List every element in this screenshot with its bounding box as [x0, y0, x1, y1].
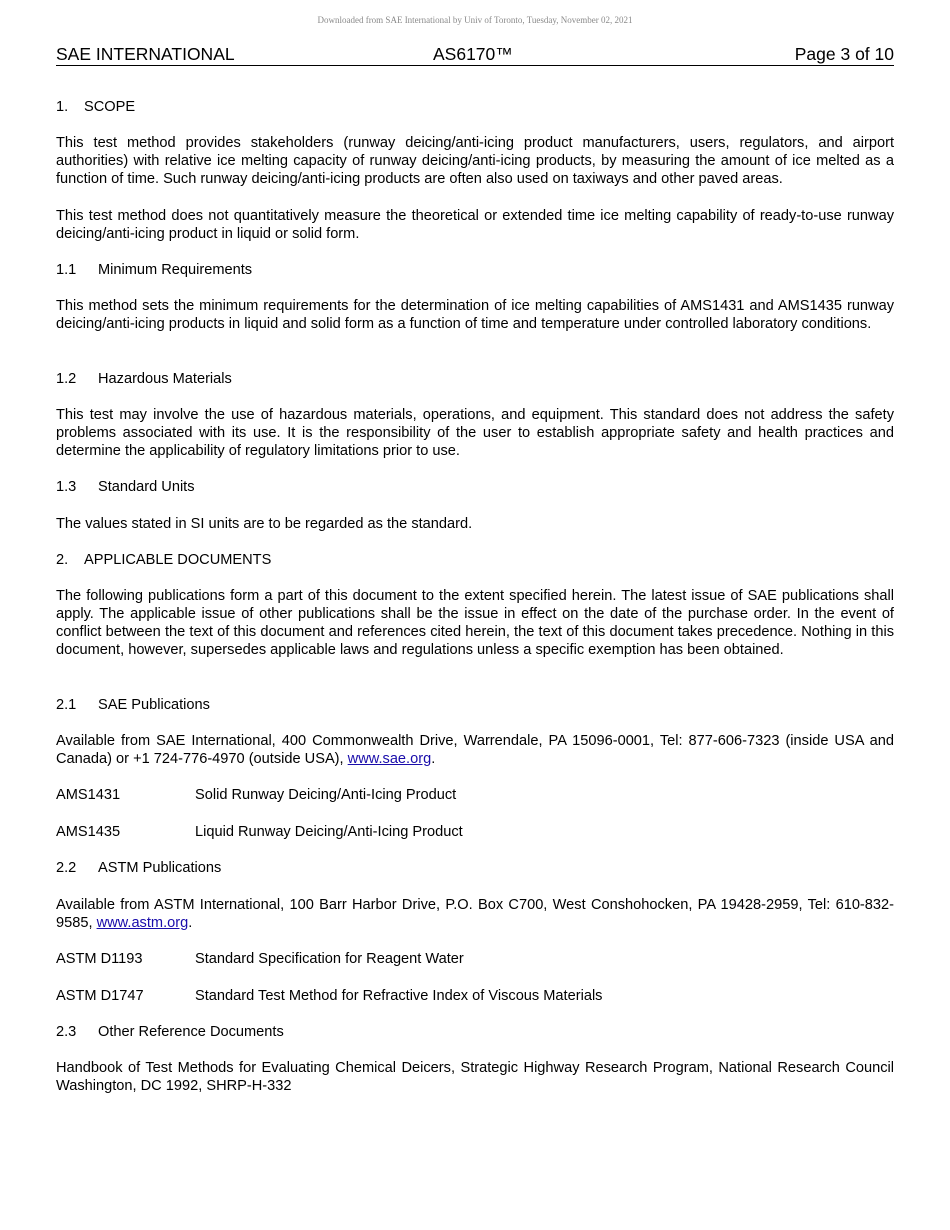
header-page-number: Page 3 of 10	[794, 44, 894, 64]
heading-standard-units	[56, 478, 894, 496]
sae-address-text: Available from SAE International, 400 Commonwealth Drive, Warrendale, PA 15096-0001, Tel: 877-606-7323 (inside USA and Canada) or +1 724-776-4970 (outside USA),	[56, 733, 894, 767]
astm-publications-paragraph	[56, 896, 894, 932]
scope-paragraph-2: This test method does not quantitatively measure the theoretical or extended time ice melting capability of ready-to-use runway deicing/anti-icing product in liquid or solid form.	[56, 208, 894, 242]
astm-website-link[interactable]: www.astm.org	[96, 915, 189, 931]
heading-title: ASTM Publications	[98, 860, 222, 876]
heading-title: APPLICABLE DOCUMENTS	[84, 552, 272, 568]
heading-number: 1.1	[56, 262, 77, 278]
heading-applicable-documents	[56, 551, 894, 569]
heading-minimum-requirements	[56, 261, 894, 279]
reference-code: ASTM D1747	[56, 988, 144, 1004]
minimum-requirements-paragraph: This method sets the minimum requirements for the determination of ice melting capabilities of AMS1431 and AMS1435 runway deicing/anti-icing products in liquid and solid form as a function of time and temperature under controlled laboratory conditions.	[56, 298, 894, 332]
reference-row	[56, 987, 894, 1005]
hazardous-materials-paragraph: This test may involve the use of hazardous materials, operations, and equipment. This standard does not address the safety problems associated with its use. It is the responsibility of the user to establish appropriate safety and health practices and determine the applicability of regulatory limitations prior to use.	[56, 407, 894, 459]
heading-number: 1.	[56, 99, 69, 115]
heading-number: 2.1	[56, 697, 77, 713]
header-doc-number: AS6170™	[433, 44, 513, 64]
standard-units-paragraph: The values stated in SI units are to be regarded as the standard.	[56, 516, 473, 532]
heading-number: 2.2	[56, 860, 77, 876]
heading-sae-publications	[56, 696, 894, 714]
heading-number: 2.3	[56, 1024, 77, 1040]
header-org: SAE INTERNATIONAL	[56, 44, 235, 64]
other-reference-paragraph: Handbook of Test Methods for Evaluating Chemical Deicers, Strategic Highway Research Program, National Research Council Washington, DC 1992, SHRP-H-332	[56, 1060, 894, 1094]
heading-title: SCOPE	[84, 99, 136, 115]
astm-address-text: Available from ASTM International, 100 Barr Harbor Drive, P.O. Box C700, West Conshohocken, PA 19428-2959, Tel: 610-832-9585,	[56, 897, 894, 931]
reference-title: Liquid Runway Deicing/Anti-Icing Product	[195, 824, 463, 840]
heading-other-reference-documents	[56, 1023, 894, 1041]
heading-number: 1.3	[56, 479, 77, 495]
heading-number: 1.2	[56, 371, 77, 387]
reference-row	[56, 786, 894, 804]
scope-paragraph-1: This test method provides stakeholders (runway deicing/anti-icing product manufacturers, users, regulators, and airport authorities) with relative ice melting capacity of runway deicing/anti-icing products, by measuring the amount of ice melted as a function of time. Such runway deicing/anti-icing products are often also used on taxiways and other paved areas.	[56, 135, 894, 187]
heading-number: 2.	[56, 552, 69, 568]
reference-row	[56, 950, 894, 968]
download-watermark: Downloaded from SAE International by Univ of Toronto, Tuesday, November 02, 2021	[317, 15, 633, 25]
reference-code: ASTM D1193	[56, 951, 143, 967]
reference-code: AMS1431	[56, 787, 121, 803]
reference-row	[56, 823, 894, 841]
period: .	[431, 751, 436, 767]
heading-title: Standard Units	[98, 479, 195, 495]
sae-publications-paragraph	[56, 732, 894, 768]
heading-title: Hazardous Materials	[98, 371, 232, 387]
reference-title: Solid Runway Deicing/Anti-Icing Product	[195, 787, 457, 803]
reference-title: Standard Test Method for Refractive Index of Viscous Materials	[195, 988, 603, 1004]
sae-website-link[interactable]: www.sae.org	[347, 751, 432, 767]
heading-title: Other Reference Documents	[98, 1024, 284, 1040]
reference-code: AMS1435	[56, 824, 121, 840]
heading-hazardous-materials	[56, 370, 894, 388]
heading-scope	[56, 98, 894, 116]
period: .	[188, 915, 193, 931]
reference-title: Standard Specification for Reagent Water	[195, 951, 464, 967]
heading-title: Minimum Requirements	[98, 262, 253, 278]
applicable-documents-paragraph: The following publications form a part of this document to the extent specified herein. The latest issue of SAE publications shall apply. The applicable issue of other publications shall be the issue in effect on the date of the purchase order. In the event of conflict between the text of this document and references cited herein, the text of this document takes precedence. Nothing in this document, however, supersedes applicable laws and regulations unless a specific exemption has been obtained.	[56, 588, 894, 658]
heading-title: SAE Publications	[98, 697, 210, 713]
page-header	[56, 43, 894, 66]
heading-astm-publications	[56, 859, 894, 877]
